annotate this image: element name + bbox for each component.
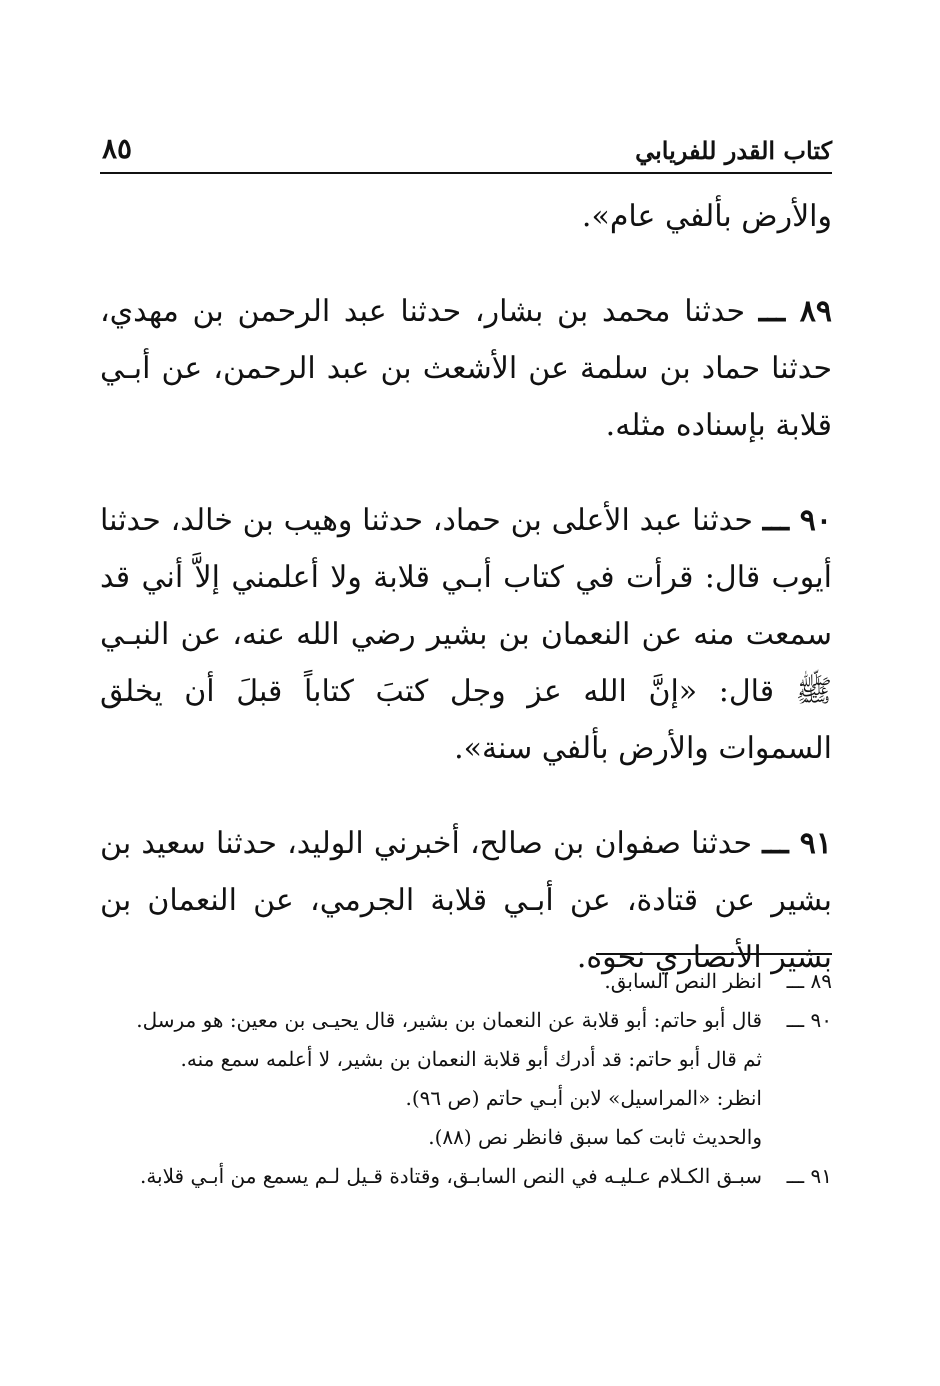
footnote-text: ثم قال أبو حاتم: قد أدرك أبو قلابة النعمان بن بشير، لا أعلمه سمع منه. [180,1047,762,1071]
footnote-90-line-2 [100,1040,832,1079]
hadith-number: ٩١ ـــ [762,826,833,861]
footnote-number: ٩٠ ـــ [786,1008,832,1032]
footnotes [100,962,832,1196]
footnote-text: انظر: «المراسيل» لابن أبـي حاتم (ص ٩٦). [405,1086,762,1110]
paragraph-text: والأرض بألفي عام». [581,199,832,234]
footnote-90-line-3 [100,1079,832,1118]
hadith-text: حدثنا محمد بن بشار، حدثنا عبد الرحمن بن مهدي، حدثنا حماد بن سلمة عن الأشعث بن عبد الرحمن، عن أبـي قلابة بإسناده مثله. [100,294,832,443]
hadith-90 [100,492,832,777]
footnote-text: انظر النص السابق. [604,969,762,993]
footnote-text: والحديث ثابت كما سبق فانظر نص (٨٨). [428,1125,762,1149]
footnote-number: ٩١ ـــ [786,1164,832,1188]
footnote-90-line-4 [100,1118,832,1157]
footnote-separator [596,953,832,955]
page-number: ٨٥ [102,132,133,165]
hadith-number: ٩٠ ـــ [762,503,832,538]
book-title: كتاب القدر للفريابي [635,136,832,165]
footnote-number: ٨٩ ـــ [786,969,832,993]
hadith-number: ٨٩ ـــ [758,294,832,329]
hadith-91 [100,815,832,986]
paragraph-continuation [100,188,832,245]
footnote-89 [100,962,832,1001]
footnote-91 [100,1157,832,1196]
footnote-text: قال أبو حاتم: أبو قلابة عن النعمان بن بشير، قال يحيـى بن معين: هو مرسل. [136,1008,762,1032]
hadith-89 [100,283,832,454]
hadith-text: حدثنا عبد الأعلى بن حماد، حدثنا وهيب بن خالد، حدثنا أيوب قال: قرأت في كتاب أبـي قلابة ولا أعلمني إلاَّ أني قد سمعت منه عن النعمان بن بشير رضي الله عنه، عن النبـي ﷺ قال: «إنَّ الله عز وجل كتبَ كتاباً قبلَ أن يخلق السموات والأرض بألفي سنة». [100,503,832,766]
hadith-text: حدثنا صفوان بن صالح، أخبرني الوليد، حدثنا سعيد بن بشير عن قتادة، عن أبـي قلابة الجرمي، عن النعمان بن بشير الأنصاري نحوه. [100,826,832,975]
main-text [100,188,832,986]
page-header [100,132,832,174]
footnote-90 [100,1001,832,1040]
footnote-text: سبـق الكـلام عـليـه في النص السابـق، وقتادة قـيل لـم يسمع من أبـي قلابة. [139,1164,762,1188]
